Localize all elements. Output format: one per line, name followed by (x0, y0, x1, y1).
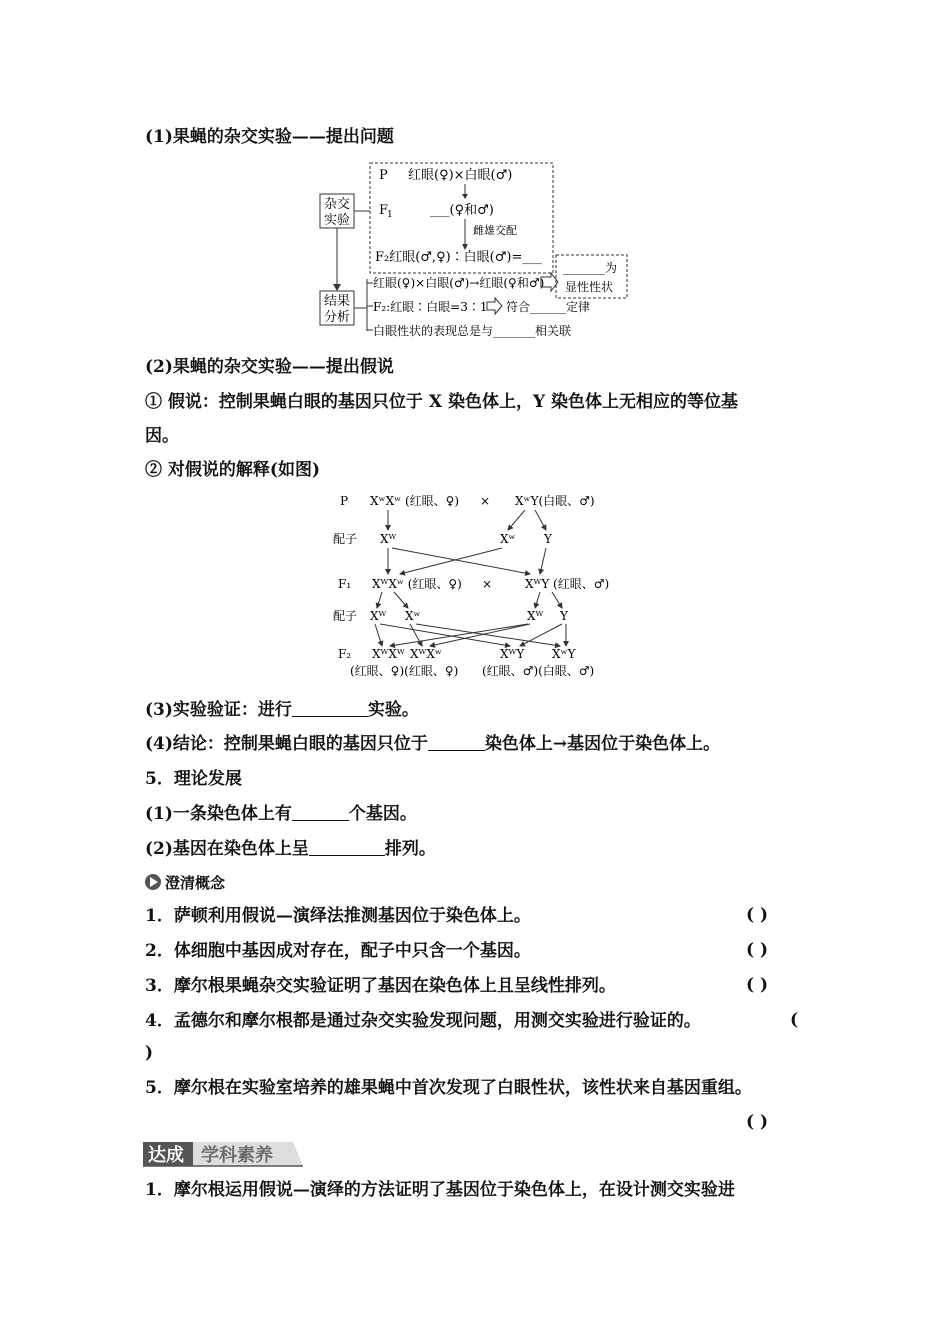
p-cross-text: 红眼(♀)×白眼(♂) (408, 168, 513, 183)
gamete-row-label-2: 配子 (333, 609, 358, 623)
p-label: P (379, 168, 388, 183)
section-1-title: (1)果蝇的杂交实验——提出问题 (145, 127, 394, 147)
f2-offspring-3: XᵂY (500, 647, 525, 661)
result-analysis-label-2: 分析 (323, 310, 351, 325)
judge-answer-2[interactable]: ( ) (746, 940, 769, 960)
dominant-trait-blank: _______为 (563, 261, 618, 275)
judge-item-4: 4．孟德尔和摩尔根都是通过杂交实验发现问题，用测交实验进行验证的。 (145, 1011, 701, 1031)
section-2-title: (2)果蝇的杂交实验——提出假说 (145, 357, 394, 377)
banner-right-text: 学科素养 (201, 1145, 273, 1166)
p-female: XʷXʷ (红眼、♀) (370, 494, 460, 508)
f2-phenotype-left: (红眼、♀)(红眼、♀) (350, 664, 459, 678)
section-5-2: (2)基因在染色体上呈 排列。 (145, 839, 436, 859)
hypothesis-2: ② 对假说的解释(如图) (145, 460, 321, 480)
result-2-law: 符合______定律 (506, 300, 591, 314)
p-male: XʷY(白眼、♂) (515, 494, 595, 508)
f1-text: ___(♀和♂) (430, 203, 494, 218)
clarify-concepts-badge: 澄清概念 (145, 872, 225, 892)
f2-row-label: F₂ (338, 647, 352, 661)
hybrid-experiment-diagram (315, 158, 635, 348)
judge-answer-4-open[interactable]: ( (790, 1010, 799, 1030)
hypothesis-1-cont: 因。 (145, 426, 179, 446)
play-icon (145, 874, 161, 890)
f2-phenotype-right: (红眼、♂)(白眼、♂) (482, 664, 595, 678)
result-1: 红眼(♀)×白眼(♂)→红眼(♀和♂) (373, 276, 545, 290)
banner-left-text: 达成 (148, 1145, 184, 1166)
section-5-title: 5．理论发展 (145, 769, 242, 789)
subject-literacy-banner (143, 1141, 303, 1167)
f1-gamete-xw-2: Xʷ (405, 609, 421, 623)
f2-offspring-4: XʷY (552, 647, 576, 661)
judge-item-5: 5．摩尔根在实验室培养的雄果蝇中首次发现了白眼性状，该性状来自基因重组。 (145, 1078, 752, 1098)
dominant-trait-text: 显性性状 (565, 280, 614, 294)
judge-answer-4-close[interactable]: ) (145, 1043, 154, 1063)
f1-female: XᵂXʷ (红眼、♀) (372, 577, 462, 591)
result-2: F₂:红眼∶白眼=3∶1 (373, 300, 488, 314)
f1-label: F (379, 203, 389, 218)
blank-5-1[interactable] (292, 804, 349, 821)
blank-4[interactable] (428, 734, 485, 751)
gamete-row-label-1: 配子 (333, 532, 358, 546)
judge-item-1: 1．萨顿利用假说—演绎法推测基因位于染色体上。 (145, 906, 531, 926)
result-3: 白眼性状的表现总是与_______相关联 (373, 324, 572, 338)
f2-text: F₂红眼(♂,♀)∶白眼(♂)=___ (375, 250, 542, 265)
judge-answer-3[interactable]: ( ) (746, 975, 769, 995)
judge-item-3: 3．摩尔根果蝇杂交实验证明了基因在染色体上且呈线性排列。 (145, 976, 616, 996)
mating-text: 雌雄交配 (473, 224, 517, 237)
f1-subscript: 1 (387, 210, 393, 220)
question-1: 1．摩尔根运用假说—演绎的方法证明了基因位于染色体上，在设计测交实验进 (145, 1180, 735, 1200)
blank-5-2[interactable] (309, 839, 385, 856)
gamete-xw-female: Xᵂ (380, 532, 397, 546)
cross-experiment-label-2: 实验 (323, 213, 351, 228)
judge-item-2: 2．体细胞中基因成对存在，配子中只含一个基因。 (145, 941, 531, 961)
section-4: (4)结论：控制果蝇白眼的基因只位于 染色体上→基因位于染色体上。 (145, 734, 721, 754)
gamete-y-male: Y (544, 532, 552, 546)
section-5-1: (1)一条染色体上有 个基因。 (145, 804, 417, 824)
result-analysis-label-1: 结果 (323, 294, 351, 309)
f1-gamete-y: Y (560, 609, 568, 623)
p-row-label: P (340, 494, 349, 508)
f1-cross-symbol: × (482, 577, 493, 591)
section-3: (3)实验验证：进行 实验。 (145, 700, 419, 720)
inheritance-diagram (330, 488, 630, 683)
judge-answer-1[interactable]: ( ) (746, 905, 769, 925)
judge-answer-5[interactable]: ( ) (746, 1112, 769, 1132)
f2-offspring-2: XᵂXʷ (410, 647, 442, 661)
cross-experiment-label-1: 杂交 (323, 197, 351, 212)
f1-row-label: F₁ (338, 577, 352, 591)
f1-gamete-xw-1: Xᵂ (370, 609, 387, 623)
f1-gamete-xw-3: Xᵂ (527, 609, 544, 623)
p-cross-symbol: × (480, 494, 491, 508)
hypothesis-1: ① 假说：控制果蝇白眼的基因只位于 X 染色体上，Y 染色体上无相应的等位基 (145, 392, 738, 412)
f2-offspring-1: XᵂXᵂ (372, 647, 405, 661)
f1-male: XᵂY (红眼、♂) (525, 577, 610, 591)
gamete-xw-male: Xʷ (500, 532, 516, 546)
blank-3[interactable] (292, 700, 368, 717)
